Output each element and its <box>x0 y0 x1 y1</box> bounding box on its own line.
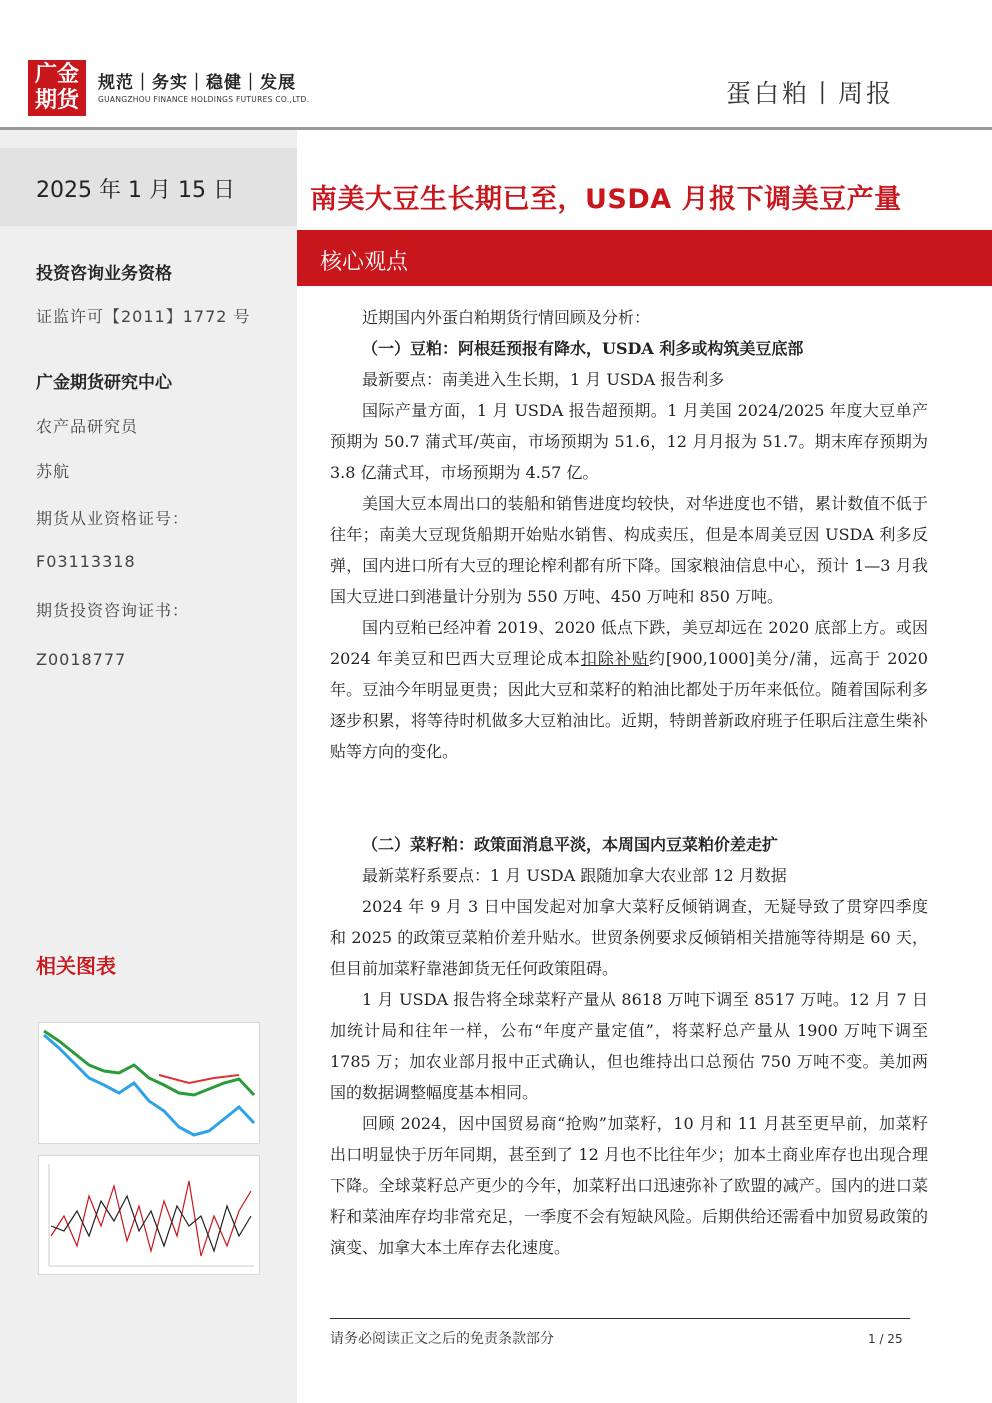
report-type: 蛋白粕丨周报 <box>725 79 894 108</box>
cert-label: 期货从业资格证号： <box>36 509 190 528</box>
analyst-name: 苏航 <box>36 462 71 481</box>
section-1-paragraph-1: 国际产量方面，1 月 USDA 报告超预期。1 月美国 2024/2025 年度大豆单产预期为 50.7 蒲式耳/英亩，市场预期为 51.6，12 月月报为 51.7。期末库存预期为 3.8 亿蒲式耳，市场预期为 4.57 亿。 <box>330 401 928 482</box>
consult-label: 期货投资咨询证书： <box>36 601 190 620</box>
company-english-name: GUANGZHOU FINANCE HOLDINGS FUTURES CO.,LTD. <box>98 95 310 104</box>
chart-thumbnail-2 <box>38 1155 260 1275</box>
candlestick-chart-thumbnail <box>39 1023 259 1143</box>
chart-thumbnail-1 <box>38 1022 260 1144</box>
page-number: 1 / 25 <box>868 1332 903 1346</box>
underlined-term: 扣除补贴 <box>580 649 649 668</box>
cert-number: F03113318 <box>36 552 136 571</box>
report-date: 2025 年 1 月 15 日 <box>36 178 235 203</box>
section-2-paragraph-1: 2024 年 9 月 3 日中国发起对加拿大菜籽反倾销调查，无疑导致了贯穿四季度和 2025 的政策豆菜粕价差升贴水。世贸条例要求反倾销相关措施等待期是 60 天，但目前加菜籽靠港卸货无任何政策阻碍。 <box>330 897 928 978</box>
logo-text-line2: 期货 <box>34 88 79 113</box>
related-charts-title: 相关图表 <box>36 954 116 978</box>
section-1-keypoint: 最新要点：南美进入生长期，1 月 USDA 报告利多 <box>362 370 725 389</box>
qualification-title: 投资咨询业务资格 <box>36 264 172 284</box>
company-slogan: 规范｜务实｜稳健｜发展 <box>98 73 296 93</box>
footer-divider <box>330 1318 910 1319</box>
license-number: 证监许可【2011】1772 号 <box>36 307 251 326</box>
section-2-paragraph-2: 1 月 USDA 报告将全球菜籽产量从 8618 万吨下调至 8517 万吨。12 月 7 日加统计局和往年一样，公布“年度产量定值”，将菜籽总产量从 1900 万吨下调至 1785 万；加农业部月报中正式确认，但也维持出口总预估 750 万吨不变。美加两国的数据调整幅度基本相同。 <box>330 990 928 1102</box>
body-section-2 <box>330 829 928 1263</box>
paragraph-3-part-a: 国内豆粕已经冲着 2019、2020 低点下跌，美豆却远在 2020 底部上方。或因 2024 年美豆和巴西大豆理论成本 <box>330 618 928 668</box>
section-1-paragraph-3 <box>330 612 928 767</box>
section-1-heading: （一）豆粕：阿根廷预报有降水，USDA 利多或构筑美豆底部 <box>362 339 804 358</box>
analyst-role: 农产品研究员 <box>36 417 139 436</box>
company-logo <box>28 60 86 116</box>
logo-text-line1: 广金 <box>34 62 79 87</box>
consult-number: Z0018777 <box>36 650 127 669</box>
core-view-label: 核心观点 <box>320 250 409 275</box>
report-title: 南美大豆生长期已至，USDA 月报下调美豆产量 <box>310 184 902 215</box>
section-2-paragraph-3: 回顾 2024，因中国贸易商“抢购”加菜籽，10 月和 11 月甚至更早前，加菜籽出口明显快于历年同期，甚至到了 12 月也不比往年少；加本土商业库存也出现合理下降。全球菜籽总产更少的今年，加菜籽出口迅速弥补了欧盟的减产。国内的进口菜籽和菜油库存均非常充足，一季度不会有短缺风险。后期供给还需看中加贸易政策的演变、加拿大本土库存去化速度。 <box>330 1114 928 1257</box>
section-2-keypoint: 最新菜籽系要点：1 月 USDA 跟随加拿大农业部 12 月数据 <box>362 866 787 885</box>
intro-line: 近期国内外蛋白粕期货行情回顾及分析： <box>362 308 651 327</box>
footer-disclaimer: 请务必阅读正文之后的免责条款部分 <box>330 1331 554 1347</box>
line-chart-thumbnail <box>39 1156 259 1274</box>
paragraph-3-part-b: 约[900,1000]美分/蒲，远高于 2020 年。豆油今年明显更贵；因此大豆和菜籽的粕油比都处于历年来低位。随着国际利多逐步积累，将等待时机做多大豆粕油比。近期，特朗普新政府班子任职后注意生柴补贴等方向的变化。 <box>330 649 928 761</box>
section-1-paragraph-2: 美国大豆本周出口的装船和销售进度均较快，对华进度也不错，累计数值不低于往年；南美大豆现货船期开始贴水销售、构成卖压，但是本周美豆因 USDA 利多反弹，国内进口所有大豆的理论榨利都有所下降。国家粮油信息中心，预计 1—3 月我国大豆进口到港量计分别为 550 万吨、450 万吨和 850 万吨。 <box>330 494 928 606</box>
section-2-heading: （二）菜籽粕：政策面消息平淡，本周国内豆菜粕价差走扩 <box>362 835 779 854</box>
body-section-1 <box>330 302 928 767</box>
research-center-title: 广金期货研究中心 <box>36 373 172 393</box>
